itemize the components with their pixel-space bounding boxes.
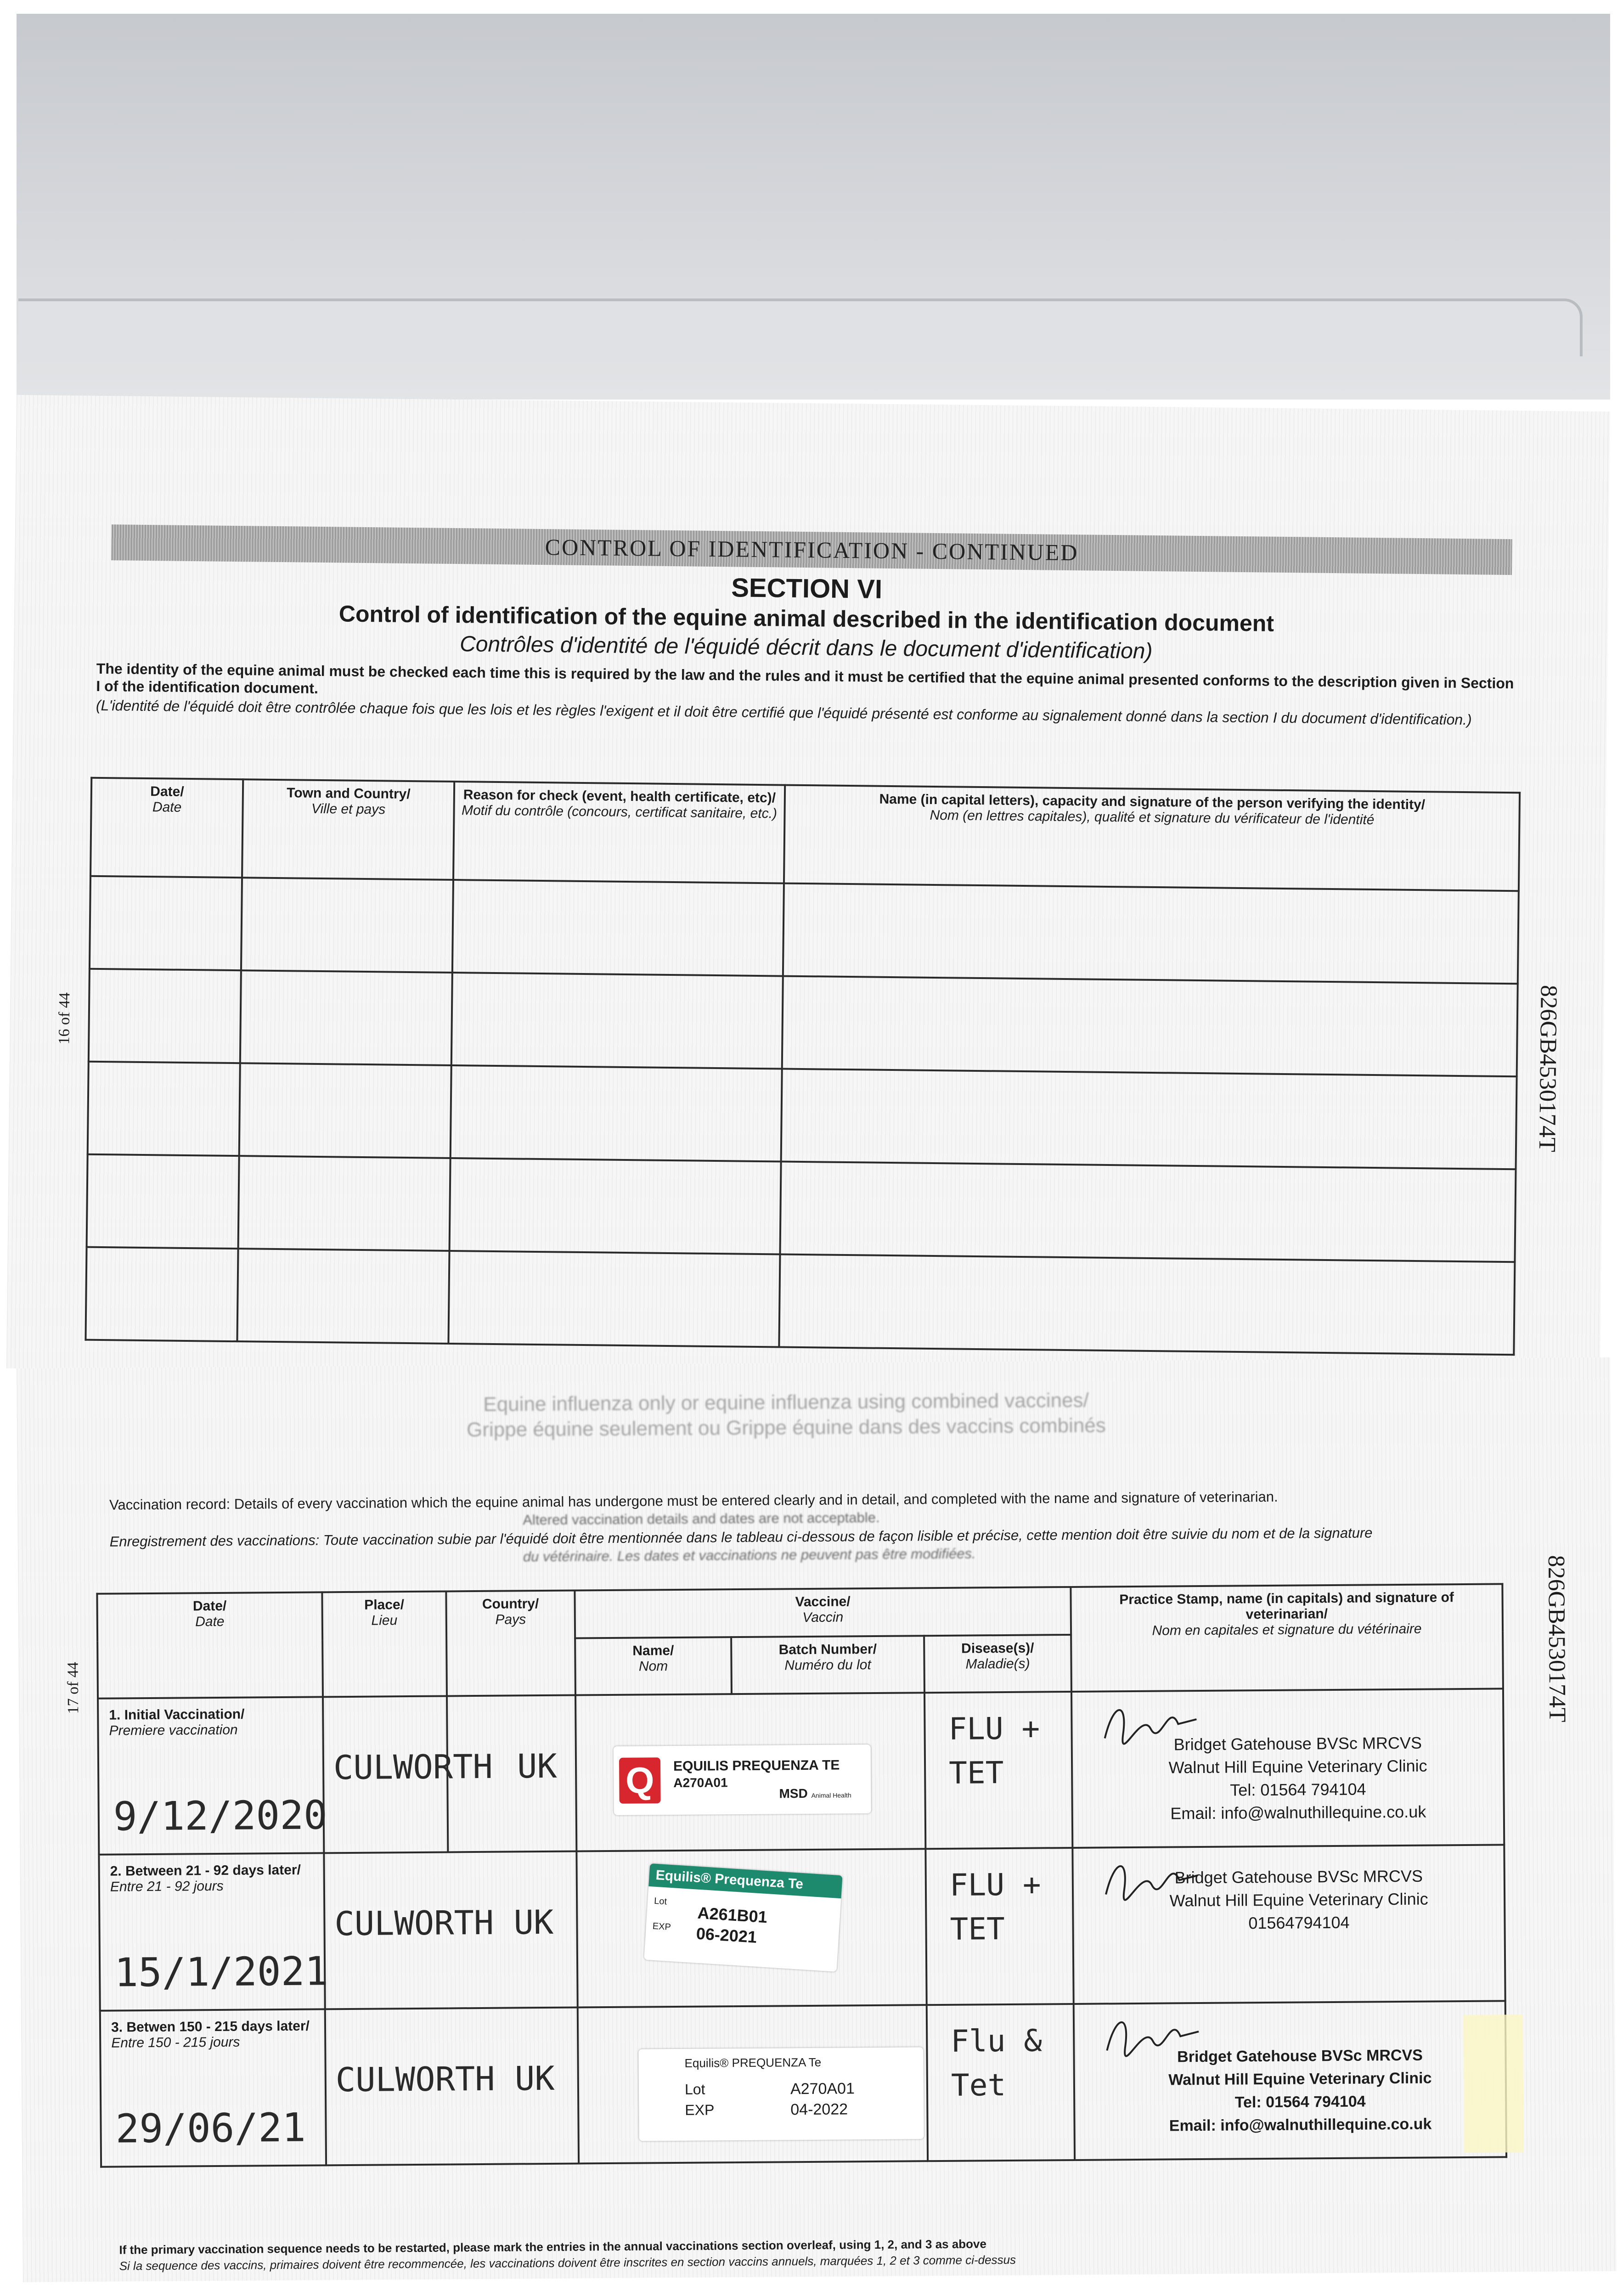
vet-tel: Tel: 01564 794104 — [1234, 2093, 1366, 2111]
handwritten-date: 9/12/2020 — [113, 1792, 328, 1840]
col-disease-en: Disease(s)/ — [961, 1640, 1034, 1656]
vet-email: Email: info@walnuthillequine.co.uk — [1170, 1802, 1426, 1823]
col-country — [446, 1591, 575, 1696]
vaccination-row-3 — [100, 2001, 1506, 2167]
disease-cell[interactable] — [925, 1848, 1073, 2005]
handwritten-place: CULWORTH — [333, 1747, 493, 1787]
table-cell[interactable] — [89, 969, 241, 1063]
vet-clinic: Walnut Hill Equine Veterinary Clinic — [1168, 2069, 1432, 2089]
col-batch — [731, 1636, 924, 1694]
date-cell[interactable] — [98, 1697, 328, 1854]
vet-name: Bridget Gatehouse BVSc MRCVS — [1177, 2046, 1423, 2066]
vaccination-record-en-lead: Vaccination record: Details of every vaccination which the equine animal has undergone must be entered clearly and in detail, and completed with the name and signature of veterinarian. — [109, 1488, 1278, 1513]
vaccination-record-en-tail: Altered vaccination details and dates are not acceptable. — [523, 1509, 880, 1528]
vaccine-cell[interactable] — [578, 2005, 928, 2163]
section-banner: CONTROL OF IDENTIFICATION - CONTINUED — [111, 524, 1512, 575]
table-cell[interactable] — [241, 878, 453, 973]
col-town-en: Town and Country/ — [287, 785, 411, 802]
table-cell[interactable] — [780, 1162, 1516, 1262]
disease-cell[interactable] — [924, 1692, 1072, 1849]
table-cell[interactable] — [782, 976, 1518, 1077]
vet-email: Email: info@walnuthillequine.co.uk — [1169, 2115, 1432, 2135]
table-cell[interactable] — [90, 876, 242, 970]
col-date-fr: Date — [152, 799, 182, 815]
vaccination-table — [96, 1583, 1507, 2167]
disease-cell[interactable] — [927, 2004, 1075, 2161]
handwritten-disease: FLU + TET — [948, 1711, 1040, 1791]
table-row — [89, 969, 1518, 1077]
handwritten-disease: FLU + TET — [949, 1867, 1041, 1947]
country-cell[interactable] — [447, 1695, 576, 1852]
vaccine-sticker — [638, 2047, 924, 2141]
sticker-exp-key: EXP — [685, 2101, 715, 2118]
vaccination-record-fr-lead: Enregistrement des vaccinations: Toute vaccination subie par l'équidé doit être mentionnée dans le tableau ci-dessous de façon lisible et précise, cette mention doit être suivie du nom et de la signature — [109, 1525, 1373, 1550]
sticker-lot: A270A01 — [673, 1775, 728, 1790]
col-vaccine-fr: Vaccin — [802, 1609, 844, 1626]
vet-name: Bridget Gatehouse BVSc MRCVS — [1173, 1733, 1422, 1754]
sticker-lot-key: Lot — [654, 1896, 667, 1907]
intro-text-en: The identity of the equine animal must be checked each time this is required by the law and the rules and it must be certified that the equine animal presented conforms to the description given in Section I of the identification document. — [96, 660, 1514, 697]
table-cell[interactable] — [237, 1249, 449, 1344]
footnote-fr: Si la sequence des vaccins, primaires doivent être recommencée, les vaccinations doivent être inscrites en section vaccins annuels, marquées 1, 2 et 3 comme ci-dessus — [119, 2252, 1016, 2273]
vaccine-sticker — [614, 1745, 871, 1815]
place-cell[interactable] — [324, 1851, 577, 2009]
row-label-fr: Entre 21 - 92 jours — [110, 1878, 224, 1895]
table-row — [85, 1247, 1515, 1355]
col-stamp-fr: Nom en capitales et signature du vétérinaire — [1152, 1621, 1422, 1638]
vaccine-cell[interactable] — [576, 1849, 926, 2007]
sticker-lot: A270A01 — [790, 2080, 855, 2098]
col-batch-en: Batch Number/ — [778, 1641, 877, 1658]
col-reason — [453, 782, 785, 884]
footnote-en: If the primary vaccination sequence needs to be restarted, please mark the entries in the annual vaccinations section overleaf, using 1, 2, and 3 as above — [119, 2237, 987, 2257]
handwritten-disease: Flu & Tet — [951, 2023, 1043, 2103]
col-disease-fr: Maladie(s) — [965, 1656, 1030, 1672]
msd-logo-subtext: Animal Health — [811, 1791, 851, 1799]
sticker-title: Equilis® Prequenza Te — [648, 1863, 842, 1898]
sticker-exp: 06-2021 — [695, 1924, 758, 1947]
intro-text-fr: (L'identité de l'équidé doit être contrôlée chaque fois que les lois et les règles l'exigent et il doit être certifié que l'équidé présenté est conforme au signalement donné dans la section I du document d'identification.) — [96, 697, 1472, 728]
vet-stamp — [1152, 1864, 1446, 1935]
col-date — [97, 1592, 323, 1698]
sticker-title: EQUILIS PREQUENZA TE — [673, 1757, 840, 1774]
stamp-cell[interactable] — [1071, 1688, 1504, 1848]
table-row — [90, 876, 1519, 984]
vaccine-cell[interactable] — [575, 1693, 925, 1851]
vet-name: Bridget Gatehouse BVSc MRCVS — [1174, 1866, 1423, 1887]
sticker-lot: A261B01 — [697, 1903, 768, 1927]
row-label-en: 2. Between 21 - 92 days later/ — [110, 1862, 301, 1879]
plastic-sleeve-edge — [18, 298, 1583, 356]
col-batch-fr: Numéro du lot — [784, 1657, 871, 1673]
table-cell[interactable] — [781, 1069, 1517, 1170]
col-reason-en: Reason for check (event, health certificate, etc)/ — [463, 787, 776, 806]
msd-logo — [779, 1786, 851, 1801]
row-label-fr: Entre 150 - 215 jours — [111, 2034, 240, 2051]
vet-tel: 01564794104 — [1248, 1913, 1350, 1933]
date-cell[interactable] — [99, 1853, 329, 2010]
sticker-exp-key: EXP — [652, 1921, 671, 1933]
stamp-cell[interactable] — [1072, 1845, 1505, 2004]
col-stamp — [1071, 1584, 1503, 1692]
col-vaccine-en: Vaccine/ — [795, 1594, 851, 1610]
highlighter-mark — [1463, 2015, 1524, 2153]
col-date — [90, 778, 243, 878]
page-number-17: 17 of 44 — [64, 1662, 82, 1714]
row-label-en: 1. Initial Vaccination/ — [109, 1706, 245, 1723]
col-country-fr: Pays — [495, 1612, 526, 1627]
vet-clinic: Walnut Hill Equine Veterinary Clinic — [1168, 1756, 1427, 1777]
col-place-en: Place/ — [364, 1597, 405, 1613]
table-cell[interactable] — [87, 1154, 239, 1249]
handwritten-place: CULWORTH UK — [334, 1902, 554, 1943]
vet-tel: Tel: 01564 794104 — [1230, 1779, 1366, 1800]
place-cell[interactable] — [325, 2008, 579, 2166]
faint-title-fr: Grippe équine seulement ou Grippe équine dans des vaccins combinés — [466, 1414, 1106, 1441]
page-17 — [17, 1357, 1617, 2282]
passport-number-vertical: 826GB4530174T — [1533, 985, 1562, 1153]
sticker-lot-key: Lot — [684, 2081, 705, 2098]
msd-logo-text: MSD — [779, 1786, 808, 1801]
row-label-en: 3. Betwen 150 - 215 days later/ — [111, 2018, 310, 2035]
vet-clinic: Walnut Hill Equine Veterinary Clinic — [1169, 1889, 1428, 1910]
handwritten-date: 29/06/21 — [115, 2105, 306, 2152]
date-cell[interactable] — [100, 2009, 326, 2167]
place-cell[interactable] — [323, 1696, 493, 1853]
col-vaccine-name — [575, 1637, 732, 1695]
handwritten-place: CULWORTH UK — [335, 2059, 555, 2099]
vaccination-record-fr-tail: du vétérinaire. Les dates et vaccinations ne peuvent pas être modifiées. — [523, 1545, 976, 1565]
vaccine-sticker — [644, 1863, 842, 1972]
col-verifier-en: Name (in capital letters), capacity and signature of the person verifying the identity/ — [879, 791, 1426, 813]
table-cell[interactable] — [238, 1156, 451, 1251]
table-cell[interactable] — [779, 1255, 1515, 1355]
col-country-en: Country/ — [482, 1596, 539, 1612]
identity-check-table — [85, 777, 1521, 1356]
section-heading: SECTION VI — [731, 573, 883, 604]
col-date-fr: Date — [195, 1614, 225, 1630]
table-cell[interactable] — [452, 880, 784, 976]
vet-stamp — [1153, 2043, 1447, 2137]
table-cell[interactable] — [240, 970, 452, 1065]
table-cell[interactable] — [85, 1247, 238, 1341]
table-cell[interactable] — [88, 1062, 240, 1156]
vaccination-row-1 — [98, 1688, 1504, 1854]
table-cell[interactable] — [450, 1158, 781, 1255]
col-verifier — [784, 785, 1520, 891]
table-cell[interactable] — [783, 884, 1519, 984]
page-number-16: 16 of 44 — [56, 992, 73, 1045]
col-disease — [924, 1635, 1071, 1693]
table-header-row — [90, 778, 1520, 891]
table-cell[interactable] — [448, 1251, 780, 1347]
col-name-en: Name/ — [632, 1643, 674, 1659]
faint-title-en: Equine influenza only or equine influenza using combined vaccines/ — [483, 1389, 1089, 1416]
handwritten-country: UK — [517, 1746, 558, 1786]
vet-stamp — [1151, 1731, 1445, 1825]
col-verifier-fr: Nom (en lettres capitales), qualité et signature du vérificateur de l'identité — [930, 807, 1375, 828]
stamp-cell[interactable] — [1074, 2001, 1506, 2160]
section-title-en: Control of identification of the equine animal described in the identification document — [338, 601, 1274, 636]
page-16 — [6, 395, 1610, 1385]
table-row — [88, 1062, 1517, 1170]
col-stamp-en: Practice Stamp, name (in capitals) and signature of veterinarian/ — [1119, 1590, 1454, 1622]
table-header-row — [97, 1584, 1503, 1641]
passport-number-vertical: 826GB4530174T — [1543, 1555, 1571, 1722]
col-name-fr: Nom — [638, 1659, 668, 1674]
col-town-fr: Ville et pays — [311, 801, 386, 817]
col-place-fr: Lieu — [371, 1613, 398, 1628]
section-title-fr: Contrôles d'identité de l'équidé décrit dans le document d'identification) — [459, 632, 1153, 664]
q-logo-icon: Q — [619, 1757, 661, 1804]
col-date-en: Date/ — [192, 1598, 227, 1614]
row-label-fr: Premiere vaccination — [109, 1722, 238, 1739]
table-cell[interactable] — [451, 1065, 782, 1162]
sticker-exp: 04-2022 — [790, 2100, 848, 2119]
col-town — [242, 779, 454, 880]
table-row — [87, 1154, 1516, 1262]
handwritten-date: 15/1/2021 — [114, 1948, 329, 1996]
col-date-en: Date/ — [150, 784, 184, 799]
sticker-title: Equilis® PREQUENZA Te — [684, 2055, 822, 2070]
col-vaccine — [575, 1587, 1071, 1638]
vaccination-row-2 — [99, 1845, 1505, 2010]
col-reason-fr: Motif du contrôle (concours, certificat sanitaire, etc.) — [461, 803, 778, 822]
table-cell[interactable] — [239, 1063, 451, 1158]
table-cell[interactable] — [451, 973, 783, 1069]
col-place — [322, 1591, 447, 1697]
